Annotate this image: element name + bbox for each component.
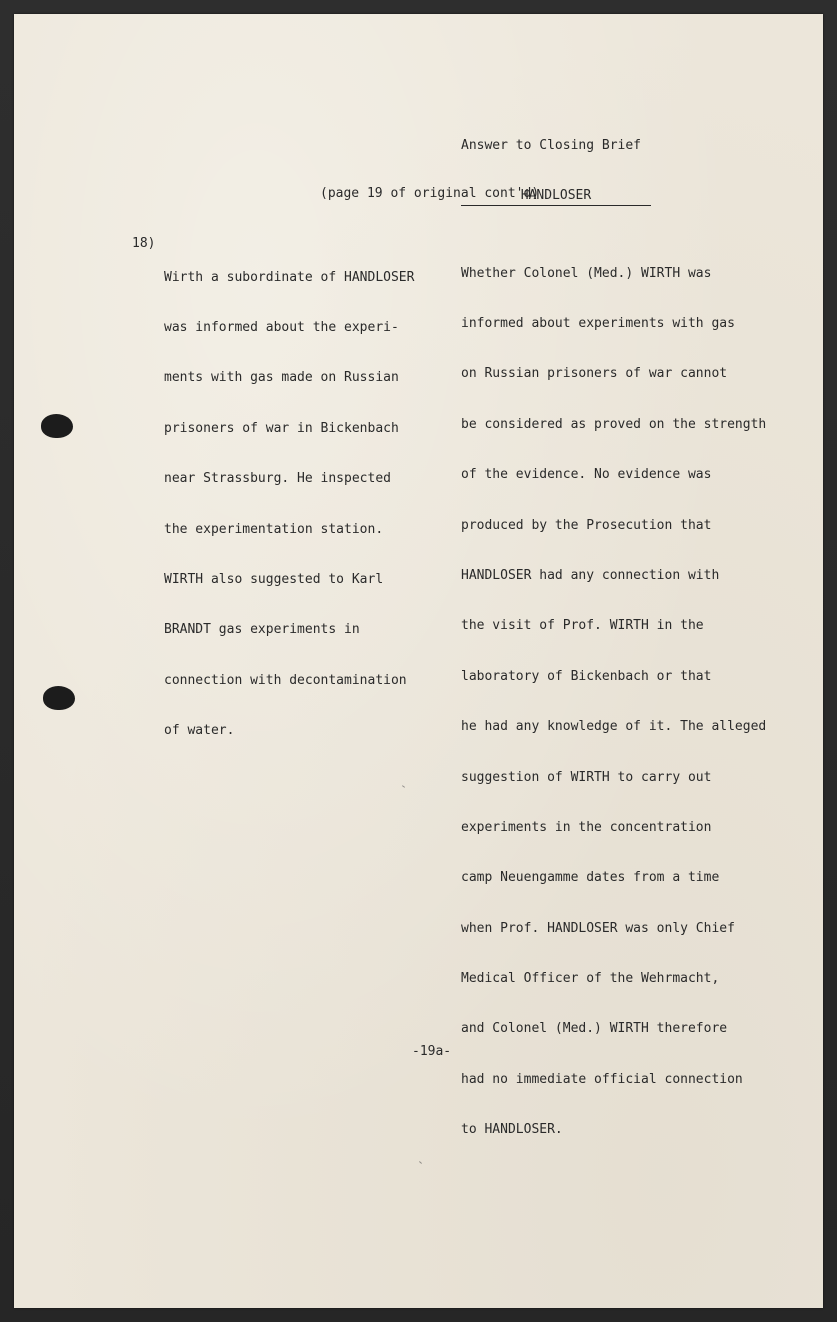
allegation-line: prisoners of war in Bickenbach (164, 420, 399, 436)
answer-line: Medical Officer of the Wehrmacht, (461, 971, 720, 987)
paper-speck (419, 1161, 422, 1164)
answer-line: informed about experiments with gas (461, 315, 735, 331)
allegation-line: of water. (164, 723, 235, 739)
answer-line: experiments in the concentration (461, 819, 712, 835)
answer-line: had no immediate official connection (461, 1071, 743, 1087)
answer-line: on Russian prisoners of war cannot (461, 366, 728, 382)
answer-line: of the evidence. No evidence was (461, 467, 712, 483)
answer-line: when Prof. HANDLOSER was only Chief (461, 920, 735, 936)
item-number: 18) (132, 236, 156, 251)
allegation-line: was informed about the experi- (164, 319, 399, 335)
punch-hole (41, 414, 73, 438)
answer-line: Whether Colonel (Med.) WIRTH was (461, 265, 712, 281)
allegation-line: Wirth a subordinate of HANDLOSER (164, 269, 415, 285)
answer-line: to HANDLOSER. (461, 1122, 563, 1138)
page-number: -19a- (412, 1044, 452, 1059)
allegation-line: near Strassburg. He inspected (164, 471, 391, 487)
answer-line: and Colonel (Med.) WIRTH therefore (461, 1021, 728, 1037)
allegation-line: WIRTH also suggested to Karl (164, 571, 384, 587)
answer-line: the visit of Prof. WIRTH in the (461, 618, 704, 634)
allegation-line: BRANDT gas experiments in (164, 622, 360, 638)
allegation-line: the experimentation station. (164, 521, 384, 537)
paper-speck (402, 785, 405, 788)
allegation-line: connection with decontamination (164, 672, 407, 688)
header-defendant-name: HANDLOSER (461, 188, 651, 206)
answer-line: suggestion of WIRTH to carry out (461, 769, 712, 785)
answer-line: laboratory of Bickenbach or that (461, 668, 712, 684)
document-header (461, 104, 661, 239)
page-continuation-note: (page 19 of original cont'd) (320, 186, 540, 201)
answer-line: he had any knowledge of it. The alleged (461, 719, 767, 735)
answer-line: HANDLOSER had any connection with (461, 567, 720, 583)
header-title: Answer to Closing Brief (461, 137, 642, 153)
answer-line: camp Neuengamme dates from a time (461, 870, 720, 886)
allegation-column (164, 236, 414, 774)
answer-line: be considered as proved on the strength (461, 416, 767, 432)
answer-line: produced by the Prosecution that (461, 517, 712, 533)
punch-hole (43, 686, 75, 710)
document-page (14, 14, 823, 1308)
answer-column (461, 232, 766, 1173)
allegation-line: ments with gas made on Russian (164, 370, 399, 386)
